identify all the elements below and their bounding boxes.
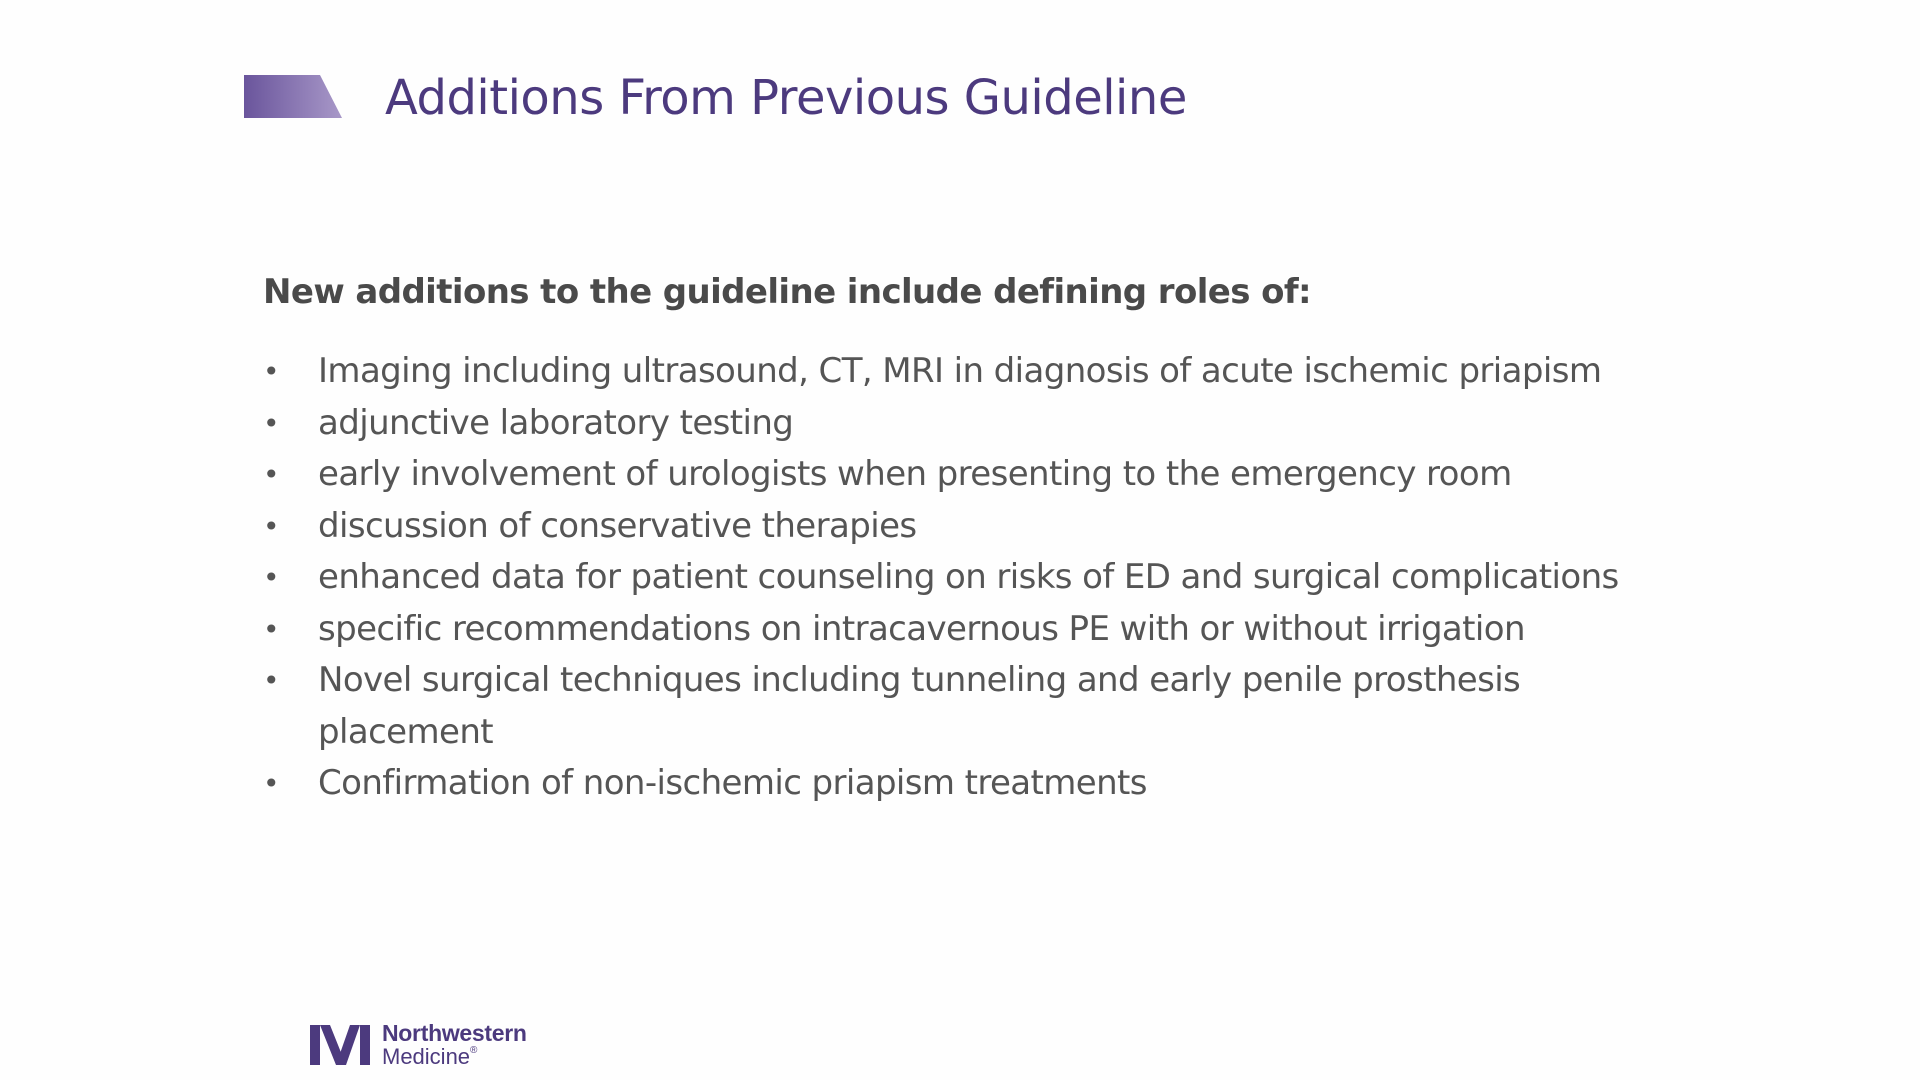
bullet-dot-icon: • [263, 509, 279, 543]
logo-line-medicine [382, 1046, 527, 1068]
bullet-dot-icon: • [263, 561, 279, 594]
bullet-item [263, 758, 1703, 810]
bullet-text: early involvement of urologists when presenting to the emergency room [318, 454, 1512, 494]
logo-medicine-text: Medicine [382, 1044, 471, 1069]
bullet-item [263, 398, 1703, 450]
bullet-item [263, 604, 1703, 656]
lead-text: New additions to the guideline include defining roles of: [263, 272, 1312, 312]
logo-line-northwestern: Northwestern [382, 1020, 527, 1046]
title-accent-tab [244, 75, 342, 118]
bullet-dot-icon: • [263, 612, 279, 646]
bullet-dot-icon: • [263, 664, 279, 697]
bullet-text: Imaging including ultrasound, CT, MRI in diagnosis of acute ischemic priapism [318, 351, 1602, 391]
bullet-text: Confirmation of non-ischemic priapism treatments [318, 763, 1147, 803]
bullet-dot-icon: • [263, 355, 279, 388]
bullet-text: adjunctive laboratory testing [318, 402, 794, 443]
bullet-text: discussion of conservative therapies [318, 505, 917, 546]
bullet-list [263, 346, 1703, 810]
bullet-text: Novel surgical techniques including tunneling and early penile prosthesis placement [318, 660, 1521, 752]
bullet-dot-icon: • [263, 406, 279, 440]
bullet-text: enhanced data for patient counseling on risks of ED and surgical complications [318, 557, 1619, 597]
bullet-item [263, 449, 1703, 501]
bullet-item [263, 552, 1703, 604]
bullet-item [263, 655, 1703, 758]
northwestern-medicine-logo [308, 1020, 527, 1070]
bullet-dot-icon: • [263, 458, 279, 491]
nm-logo-icon [308, 1021, 372, 1069]
bullet-dot-icon: • [263, 767, 279, 800]
registered-mark: ® [470, 1045, 478, 1056]
logo-wordmark [382, 1022, 527, 1068]
slide-title: Additions From Previous Guideline [385, 70, 1187, 126]
bullet-text: specific recommendations on intracavernous PE with or without irrigation [318, 608, 1525, 649]
bullet-item [263, 346, 1703, 398]
bullet-item [263, 501, 1703, 553]
